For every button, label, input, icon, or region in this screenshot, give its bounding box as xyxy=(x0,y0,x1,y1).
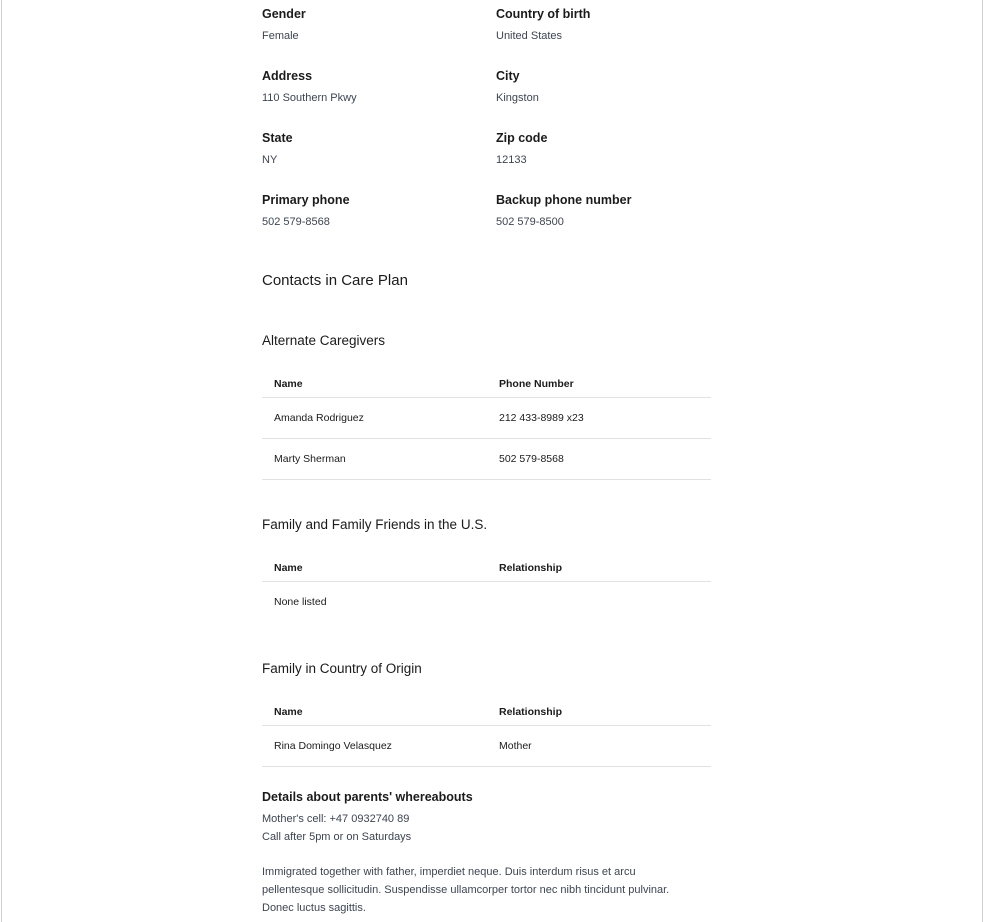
family-us-title: Family and Family Friends in the U.S. xyxy=(262,517,488,532)
parents-title: Details about parents' whereabouts xyxy=(262,790,473,804)
column-header-phone: Phone Number xyxy=(499,378,574,390)
field-label-address: Address xyxy=(262,69,313,83)
caregivers-title: Alternate Caregivers xyxy=(262,333,386,348)
field-label-gender: Gender xyxy=(262,7,306,21)
table-row xyxy=(262,398,711,439)
field-label-primary-phone: Primary phone xyxy=(262,193,350,207)
field-value-zip: 12133 xyxy=(496,154,527,166)
family-origin-table xyxy=(262,699,711,767)
column-header-name: Name xyxy=(274,378,303,390)
field-value-gender: Female xyxy=(262,30,299,42)
parents-line-2: Call after 5pm or on Saturdays xyxy=(262,831,412,843)
cell-name: Marty Sherman xyxy=(274,453,346,465)
parents-notes xyxy=(262,863,669,917)
contacts-heading: Contacts in Care Plan xyxy=(262,272,408,289)
table-row xyxy=(262,439,711,480)
field-label-zip: Zip code xyxy=(496,131,548,145)
notes-line-2: pellentesque sollicitudin. Suspendisse ullamcorper tortor nec nibh tincidunt pulvinar. xyxy=(262,884,670,896)
field-value-primary-phone: 502 579-8568 xyxy=(262,216,330,228)
cell-relationship: Mother xyxy=(499,740,532,752)
table-row xyxy=(262,726,711,767)
parents-contact xyxy=(262,810,411,846)
column-header-relationship: Relationship xyxy=(499,562,563,574)
field-label-backup-phone: Backup phone number xyxy=(496,193,632,207)
field-label-city: City xyxy=(496,69,520,83)
field-label-country: Country of birth xyxy=(496,7,591,21)
cell-name: Rina Domingo Velasquez xyxy=(274,740,392,752)
caregivers-table xyxy=(262,371,711,480)
table-header xyxy=(262,699,711,726)
empty-message: None listed xyxy=(274,596,327,608)
column-header-name: Name xyxy=(274,562,303,574)
cell-phone: 212 433-8989 x23 xyxy=(499,412,584,424)
field-value-backup-phone: 502 579-8500 xyxy=(496,216,564,228)
column-header-relationship: Relationship xyxy=(499,706,563,718)
notes-line-3: Donec luctus sagittis. xyxy=(262,902,366,914)
table-header xyxy=(262,371,711,398)
field-value-city: Kingston xyxy=(496,92,539,104)
field-value-country: United States xyxy=(496,30,563,42)
notes-line-1: Immigrated together with father, imperdiet neque. Duis interdum risus et arcu xyxy=(262,866,636,878)
table-header xyxy=(262,555,711,582)
field-value-state: NY xyxy=(262,154,278,166)
cell-name: Amanda Rodriguez xyxy=(274,412,364,424)
column-header-name: Name xyxy=(274,706,303,718)
parents-line-1: Mother's cell: +47 0932740 89 xyxy=(262,813,410,825)
field-value-address: 110 Southern Pkwy xyxy=(262,92,357,104)
family-us-table xyxy=(262,555,711,622)
table-row-empty xyxy=(262,582,711,622)
cell-phone: 502 579-8568 xyxy=(499,453,564,465)
family-origin-title: Family in Country of Origin xyxy=(262,661,422,676)
field-label-state: State xyxy=(262,131,293,145)
